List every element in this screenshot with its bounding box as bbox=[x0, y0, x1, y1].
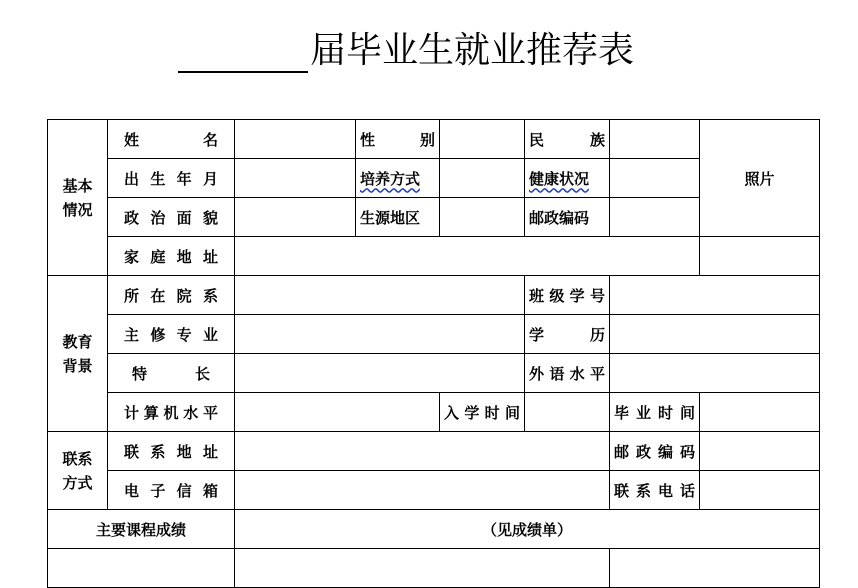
degree-label: 学 历 bbox=[525, 315, 610, 354]
cut-row-cell-right bbox=[610, 549, 820, 588]
class-id-value-cell[interactable] bbox=[610, 276, 820, 315]
department-value-cell[interactable] bbox=[235, 276, 525, 315]
birth-label: 出生年月 bbox=[108, 159, 235, 198]
contact-postal-value-cell[interactable] bbox=[700, 432, 820, 471]
form-title bbox=[178, 22, 634, 73]
basic-info-section-label bbox=[48, 120, 108, 276]
basic-section-line1: 基本 bbox=[62, 176, 93, 195]
education-section-line1: 教育 bbox=[62, 332, 93, 351]
basic-section-line2: 情况 bbox=[62, 200, 93, 219]
contact-section-line1: 联系 bbox=[62, 449, 93, 468]
year-blank-line bbox=[178, 31, 308, 73]
politics-value-cell[interactable] bbox=[235, 198, 356, 237]
recommendation-form-table bbox=[47, 119, 820, 588]
education-section-line2: 背景 bbox=[62, 356, 93, 375]
specialty-value-cell[interactable] bbox=[235, 354, 525, 393]
health-text: 健康状况 bbox=[529, 169, 590, 188]
name-label: 姓 名 bbox=[108, 120, 235, 159]
contact-section-line2: 方式 bbox=[62, 473, 93, 492]
health-label bbox=[525, 159, 610, 198]
major-label: 主修专业 bbox=[108, 315, 235, 354]
courses-value: （见成绩单） bbox=[235, 510, 820, 549]
language-value-cell[interactable] bbox=[610, 354, 820, 393]
home-address-label: 家庭地址 bbox=[108, 237, 235, 276]
phone-value-cell[interactable] bbox=[700, 471, 820, 510]
class-id-label: 班级学号 bbox=[525, 276, 610, 315]
photo-cell[interactable] bbox=[700, 120, 820, 237]
photo-below-cell bbox=[700, 237, 820, 276]
home-address-value-cell[interactable] bbox=[235, 237, 700, 276]
origin-value-cell[interactable] bbox=[440, 198, 525, 237]
photo-label: 照片 bbox=[744, 169, 775, 188]
birth-value-cell[interactable] bbox=[235, 159, 356, 198]
degree-value-cell[interactable] bbox=[610, 315, 820, 354]
computer-value-cell[interactable] bbox=[235, 393, 440, 432]
ethnicity-value-cell[interactable] bbox=[610, 120, 700, 159]
enroll-time-value-cell[interactable] bbox=[525, 393, 610, 432]
name-value-cell[interactable] bbox=[235, 120, 356, 159]
cut-row-cell-mid bbox=[235, 549, 610, 588]
courses-label: 主要课程成绩 bbox=[48, 510, 235, 549]
phone-label: 联系电话 bbox=[610, 471, 700, 510]
origin-label: 生源地区 bbox=[356, 198, 440, 237]
home-postal-value-cell[interactable] bbox=[610, 198, 700, 237]
email-value-cell[interactable] bbox=[235, 471, 610, 510]
graduate-time-value-cell[interactable] bbox=[700, 393, 820, 432]
politics-label: 政治面貌 bbox=[108, 198, 235, 237]
graduate-time-label: 毕业时间 bbox=[610, 393, 700, 432]
education-section-label bbox=[48, 276, 108, 432]
contact-address-label: 联系地址 bbox=[108, 432, 235, 471]
home-postal-label: 邮政编码 bbox=[525, 198, 610, 237]
enroll-time-label: 入学时间 bbox=[440, 393, 525, 432]
language-label: 外语水平 bbox=[525, 354, 610, 393]
training-mode-value-cell[interactable] bbox=[440, 159, 525, 198]
gender-value-cell[interactable] bbox=[440, 120, 525, 159]
training-mode-label bbox=[356, 159, 440, 198]
training-mode-text: 培养方式 bbox=[360, 169, 421, 188]
major-value-cell[interactable] bbox=[235, 315, 525, 354]
department-label: 所在院系 bbox=[108, 276, 235, 315]
contact-postal-label: 邮政编码 bbox=[610, 432, 700, 471]
computer-label: 计算机水平 bbox=[108, 393, 235, 432]
specialty-label: 特 长 bbox=[108, 354, 235, 393]
cut-row-cell-left bbox=[48, 549, 235, 588]
contact-address-value-cell[interactable] bbox=[235, 432, 610, 471]
email-label: 电子信箱 bbox=[108, 471, 235, 510]
gender-label: 性 别 bbox=[356, 120, 440, 159]
health-value-cell[interactable] bbox=[610, 159, 700, 198]
form-title-text: 届毕业生就业推荐表 bbox=[310, 30, 635, 71]
contact-section-label bbox=[48, 432, 108, 510]
ethnicity-label: 民 族 bbox=[525, 120, 610, 159]
